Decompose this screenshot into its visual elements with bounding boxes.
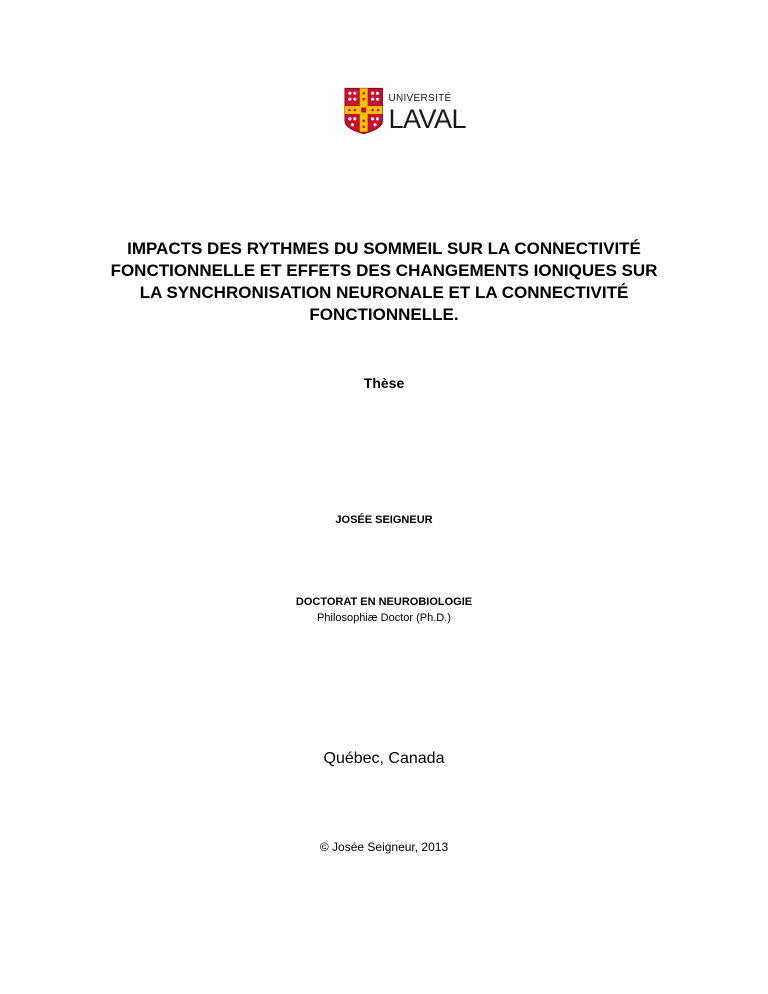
thesis-title: IMPACTS DES RYTHMES DU SOMMEIL SUR LA CONNECTIVITÉ FONCTIONNELLE ET EFFETS DES CHANGEMENTS IONIQUES SUR LA SYNCHRONISATION NEURONALE ET LA CONNECTIVITÉ FONCTIONNELLE.: [110, 239, 658, 324]
degree-subtitle: Philosophiæ Doctor (Ph.D.): [317, 612, 451, 624]
document-type: Thèse: [363, 375, 405, 391]
copyright: © Josée Seigneur, 2013: [319, 840, 449, 854]
logo-wordmark: [388, 87, 466, 133]
logo-universite-text: UNIVERSITÉ: [388, 93, 452, 104]
author-name: JOSÉE SEIGNEUR: [335, 514, 433, 526]
location: Québec, Canada: [323, 750, 445, 767]
university-crest-icon: [344, 87, 383, 135]
universite-laval-logo: [344, 87, 466, 137]
degree-name: DOCTORAT EN NEUROBIOLOGIE: [295, 596, 473, 608]
logo-laval-text: LAVAL: [388, 104, 466, 134]
